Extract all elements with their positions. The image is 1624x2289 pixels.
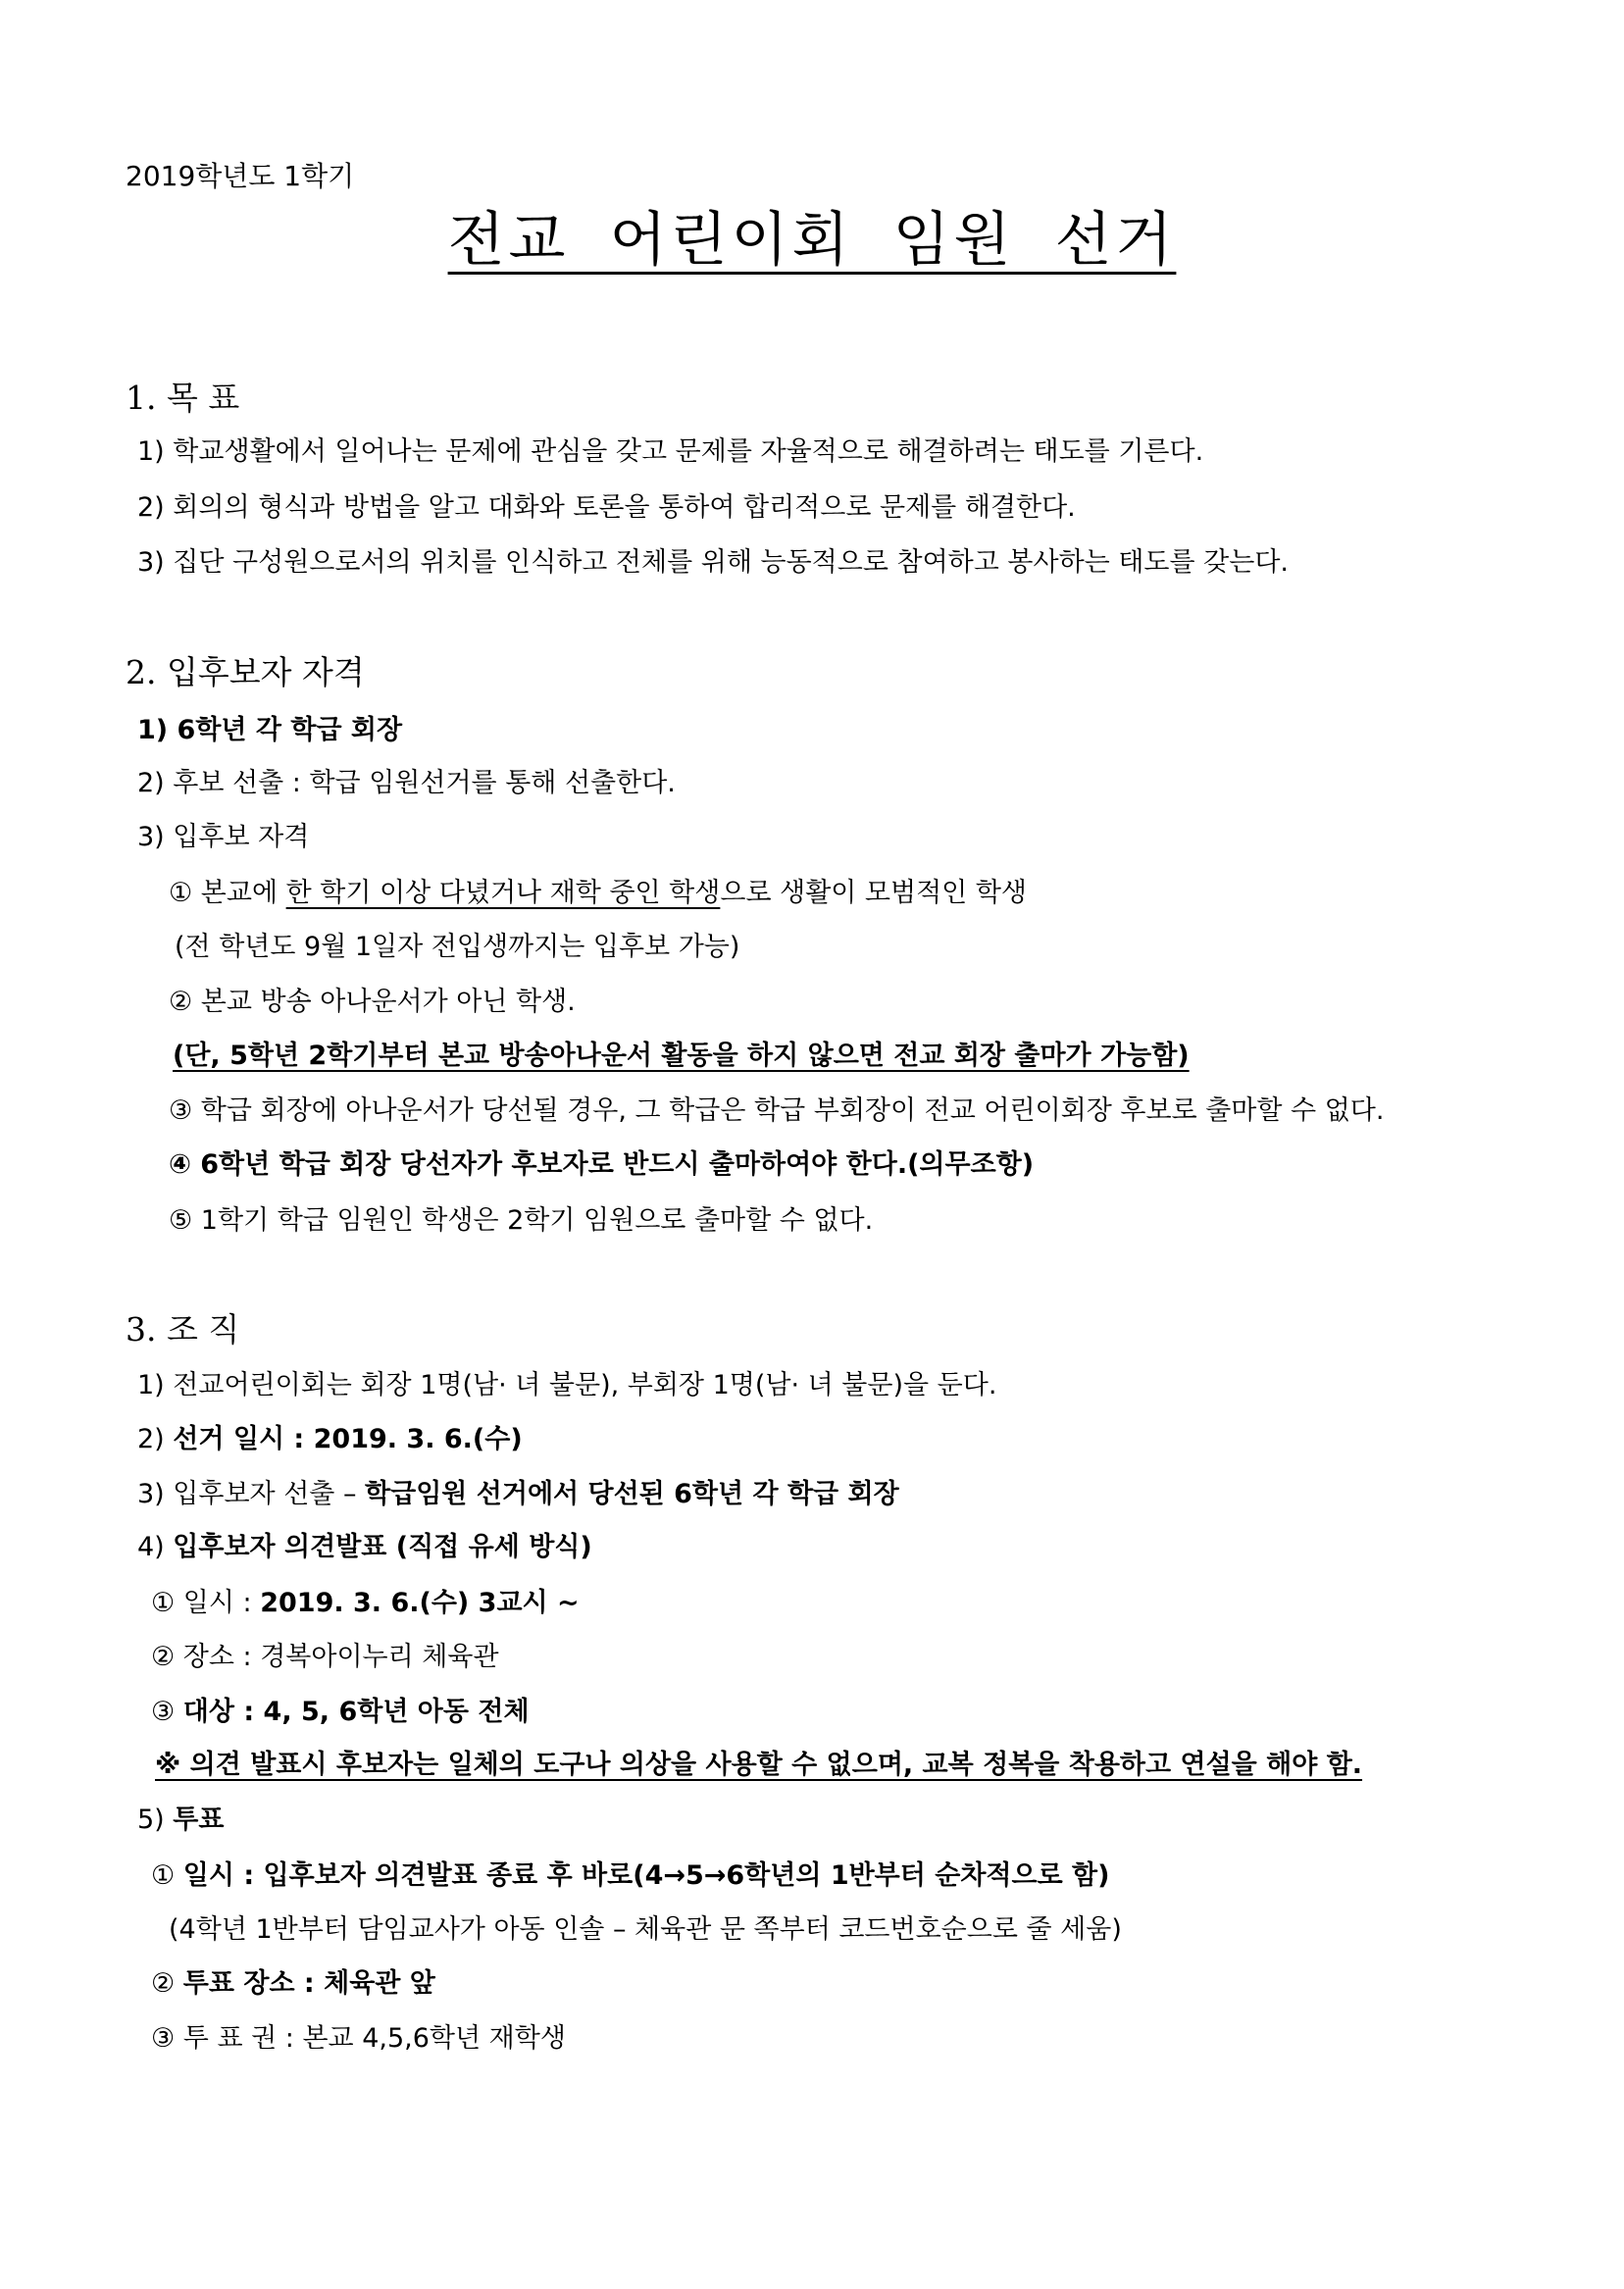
section1-item-3: 3) 집단 구성원으로서의 위치를 인식하고 전체를 위해 능동적으로 참여하고 봉사하는 태도를 갖는다. xyxy=(137,547,1289,578)
vote-eligibility: ③ 투 표 권 : 본교 4,5,6학년 재학생 xyxy=(151,2023,566,2054)
qualification-1-suffix: 으로 생활이 모범적인 학생 xyxy=(720,878,1028,908)
qualification-1-underlined: 한 학기 이상 다녔거나 재학 중인 학생 xyxy=(285,878,721,908)
speech-audience xyxy=(151,1695,530,1730)
speech-audience-value: 대상 : 4, 5, 6학년 아동 전체 xyxy=(182,1697,530,1727)
term-label: 2019학년도 1학기 xyxy=(126,160,355,192)
section3-heading: 3. 조 직 xyxy=(126,1310,240,1348)
vote-place xyxy=(151,1966,435,2002)
organization-item-2-number: 2) xyxy=(137,1424,174,1454)
speech-date xyxy=(151,1586,580,1621)
vote-date xyxy=(151,1858,1109,1894)
section1-heading: 1. 목 표 xyxy=(126,379,240,417)
qualification-3: ③ 학급 회장에 아나운서가 당선될 경우, 그 학급은 학급 부회장이 전교 어린이회장 후보로 출마할 수 없다. xyxy=(169,1095,1385,1126)
vote-place-number: ② xyxy=(151,1968,183,1999)
section2-item-2: 2) 후보 선출 : 학급 임원선거를 통해 선출한다. xyxy=(137,768,676,798)
organization-item-5 xyxy=(137,1803,224,1838)
speech-notice: ※ 의견 발표시 후보자는 일체의 도구나 의상을 사용할 수 없으며, 교복 정복을 착용하고 연설을 해야 함. xyxy=(155,1750,1363,1780)
qualification-1 xyxy=(169,876,1027,911)
qualification-4: ④ 6학년 학급 회장 당선자가 후보자로 반드시 출마하여야 한다.(의무조항) xyxy=(169,1149,1035,1180)
organization-item-4-number: 4) xyxy=(137,1532,174,1562)
vote-date-note: (4학년 1반부터 담임교사가 아동 인솔 – 체육관 문 쪽부터 코드번호순으로 줄 세움) xyxy=(169,1914,1122,1945)
qualification-2: ② 본교 방송 아나운서가 아닌 학생. xyxy=(169,987,576,1017)
section2-heading: 2. 입후보자 자격 xyxy=(126,653,365,691)
qualification-2-note: (단, 5학년 2학기부터 본교 방송아나운서 활동을 하지 않으면 전교 회장 출마가 가능함) xyxy=(173,1041,1190,1071)
qualification-1-prefix: ① 본교에 xyxy=(169,878,286,908)
qualification-1-note: (전 학년도 9월 1일자 전입생까지는 입후보 가능) xyxy=(175,932,740,962)
section2-item-1: 1) 6학년 각 학급 회장 xyxy=(137,715,403,745)
speech-heading: 입후보자 의견발표 (직접 유세 방식) xyxy=(173,1532,592,1562)
organization-item-3-detail: 학급임원 선거에서 당선된 6학년 각 학급 회장 xyxy=(365,1479,899,1509)
vote-place-value: 투표 장소 : 체육관 앞 xyxy=(182,1968,435,1999)
organization-item-5-number: 5) xyxy=(137,1805,174,1835)
organization-item-3-label: 3) 입후보자 선출 – xyxy=(137,1479,366,1509)
organization-item-4 xyxy=(137,1530,592,1565)
speech-date-value: 2019. 3. 6.(수) 3교시 ~ xyxy=(260,1588,580,1618)
vote-date-value: 일시 : 입후보자 의견발표 종료 후 바로(4→5→6학년의 1반부터 순차적으로 함) xyxy=(182,1860,1110,1891)
section2-item-3: 3) 입후보 자격 xyxy=(137,822,310,852)
vote-date-number: ① xyxy=(151,1860,183,1891)
section1-item-1: 1) 학교생활에서 일어나는 문제에 관심을 갖고 문제를 자율적으로 해결하려는 태도를 기른다. xyxy=(137,436,1204,467)
vote-heading: 투표 xyxy=(173,1805,225,1835)
organization-item-2 xyxy=(137,1422,523,1457)
speech-place: ② 장소 : 경복아이누리 체육관 xyxy=(151,1642,499,1672)
speech-audience-number: ③ xyxy=(151,1697,183,1727)
speech-date-label: ① 일시 : xyxy=(151,1588,261,1618)
organization-item-1: 1) 전교어린이회는 회장 1명(남· 녀 불문), 부회장 1명(남· 녀 불문)을 둔다. xyxy=(137,1370,997,1400)
page-title xyxy=(0,201,1624,280)
qualification-5: ⑤ 1학기 학급 임원인 학생은 2학기 임원으로 출마할 수 없다. xyxy=(169,1205,874,1236)
section1-item-2: 2) 회의의 형식과 방법을 알고 대화와 토론을 통하여 합리적으로 문제를 해결한다. xyxy=(137,492,1076,523)
election-date: 선거 일시 : 2019. 3. 6.(수) xyxy=(173,1424,523,1454)
page-title-text: 전교 어린이회 임원 선거 xyxy=(447,206,1177,275)
organization-item-3 xyxy=(137,1477,899,1512)
